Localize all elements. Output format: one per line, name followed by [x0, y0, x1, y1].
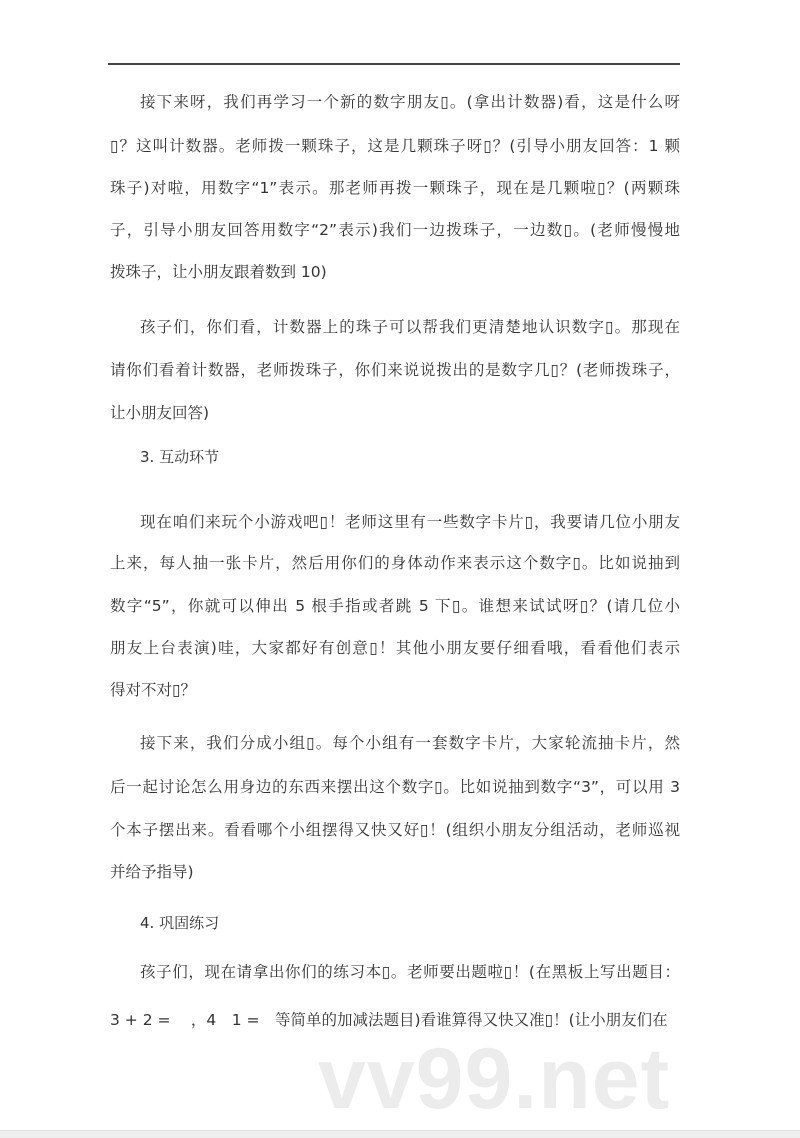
paragraph-line: 后一起讨论怎么用身边的东西来摆出这个数字▯。比如说抽到数字“3”，可以用 3 — [110, 778, 680, 796]
section-heading: 3. 互动环节 — [140, 448, 220, 466]
paragraph-line: 孩子们，现在请拿出你们的练习本▯。老师要出题啦▯！(在黑板上写出题目： — [140, 963, 680, 981]
paragraph-line: 上来，每人抽一张卡片，然后用你们的身体动作来表示这个数字▯。比如说抽到 — [110, 554, 680, 572]
paragraph-line: 请你们看着计数器，老师拨珠子，你们来说说拨出的是数字几▯？(老师拨珠子， — [110, 361, 680, 379]
paragraph-line: 珠子)对啦，用数字“1”表示。那老师再拨一颗珠子，现在是几颗啦▯？(两颗珠 — [110, 179, 680, 197]
paragraph-line: 孩子们，你们看，计数器上的珠子可以帮我们更清楚地认识数字▯。那现在 — [140, 318, 680, 336]
paragraph-line: 接下来呀，我们再学习一个新的数字朋友▯。(拿出计数器)看，这是什么呀 — [140, 93, 680, 111]
paragraph-line: 数字“5”，你就可以伸出 5 根手指或者跳 5 下▯。谁想来试试呀▯？(请几位小 — [110, 597, 680, 615]
paragraph-line: 朋友上台表演)哇，大家都好有创意▯！其他小朋友要仔细看哦，看看他们表示 — [110, 639, 680, 657]
paragraph-line: 现在咱们来玩个小游戏吧▯！老师这里有一些数字卡片▯，我要请几位小朋友 — [140, 513, 680, 531]
paragraph-line: 3 + 2 = ，4 1 = 等简单的加减法题目)看谁算得又快又准▯！(让小朋友们在 — [110, 1011, 668, 1029]
paragraph-line: 接下来，我们分成小组▯。每个小组有一套数字卡片，大家轮流抽卡片，然 — [140, 734, 680, 752]
paragraph-line: ▯？这叫计数器。老师拨一颗珠子，这是几颗珠子呀▯？(引导小朋友回答：1 颗 — [110, 137, 680, 155]
paragraph-line: 个本子摆出来。看看哪个小组摆得又快又好▯！(组织小朋友分组活动，老师巡视 — [110, 821, 680, 839]
section-heading: 4. 巩固练习 — [140, 914, 220, 932]
paragraph-line: 并给予指导) — [110, 863, 194, 881]
paragraph-line: 拨珠子，让小朋友跟着数到 10) — [110, 263, 327, 281]
paragraph-line: 让小朋友回答) — [110, 404, 210, 422]
header-rule — [108, 63, 680, 65]
watermark: vv99.net — [318, 1031, 671, 1127]
paragraph-line: 得对不对▯？ — [110, 681, 197, 699]
paragraph-line: 子，引导小朋友回答用数字“2”表示)我们一边拨珠子，一边数▯。(老师慢慢地 — [110, 221, 680, 239]
